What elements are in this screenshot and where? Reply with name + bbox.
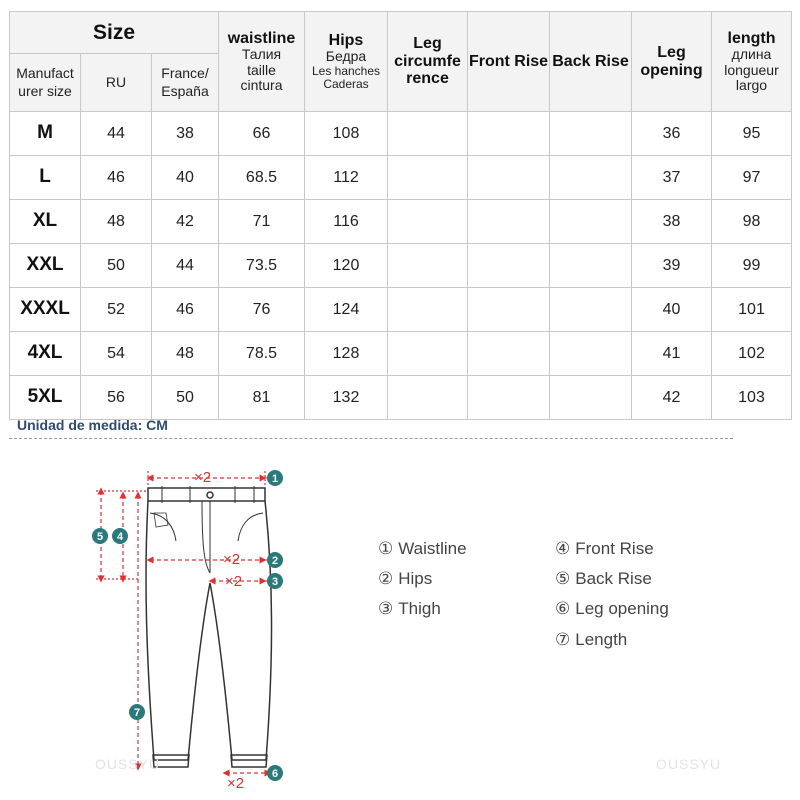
legend-label: Length <box>575 630 628 649</box>
size-label: XXL <box>10 244 81 288</box>
length-sub-fr: longueur <box>724 61 779 78</box>
legend-number: ① <box>378 539 394 558</box>
hips-sub-es: Caderas <box>323 76 369 91</box>
front-rise-value <box>468 332 550 376</box>
waist-value: 71 <box>219 200 305 244</box>
length-value: 102 <box>712 332 792 376</box>
table-row <box>10 332 792 376</box>
leg-circumference-value <box>388 200 468 244</box>
back-rise-value <box>550 244 632 288</box>
waist-value: 76 <box>219 288 305 332</box>
leg-opening-value: 39 <box>632 244 712 288</box>
front-rise-value <box>468 112 550 156</box>
hips-sub-ru: Бедра <box>325 48 367 65</box>
marker-front-rise <box>112 528 128 544</box>
waist-value: 73.5 <box>219 244 305 288</box>
measure-markers <box>92 470 283 781</box>
front-rise-value <box>468 376 550 420</box>
table-row <box>10 112 792 156</box>
hips-value: 116 <box>305 200 388 244</box>
fr-es-size: 48 <box>152 332 219 376</box>
legend-number: ⑦ <box>555 630 571 649</box>
thigh-multiplier-label: ×2 <box>225 573 243 590</box>
svg-text:2: 2 <box>271 555 279 567</box>
table-row <box>10 376 792 420</box>
waistline-sub-es: cintura <box>240 76 283 93</box>
hips-title: Hips <box>328 31 364 49</box>
leg-circumference-value <box>388 376 468 420</box>
multiplier-labels <box>194 469 244 792</box>
back-rise-header: Back Rise <box>550 12 632 112</box>
front-rise-value <box>468 156 550 200</box>
legend-number: ⑥ <box>555 599 571 618</box>
hips-value: 112 <box>305 156 388 200</box>
length-title: length <box>727 29 776 47</box>
leg-opening-value: 41 <box>632 332 712 376</box>
watermark-right: OUSSYU <box>656 756 722 772</box>
leg-opening-value: 42 <box>632 376 712 420</box>
length-value: 99 <box>712 244 792 288</box>
waistline-header <box>219 12 305 112</box>
back-rise-value <box>550 112 632 156</box>
front-rise-value <box>468 288 550 332</box>
fr-es-size: 38 <box>152 112 219 156</box>
ru-size: 44 <box>81 112 152 156</box>
marker-hips <box>267 552 283 568</box>
ru-header: RU <box>81 54 152 112</box>
hips-value: 128 <box>305 332 388 376</box>
size-label: XXXL <box>10 288 81 332</box>
waist-value: 78.5 <box>219 332 305 376</box>
legend-item <box>378 569 432 589</box>
legend-label: Leg opening <box>575 599 669 618</box>
length-sub-es: largo <box>735 76 768 93</box>
legend-item <box>555 569 652 589</box>
france-espana-header: France/ España <box>152 54 219 112</box>
length-value: 101 <box>712 288 792 332</box>
legend-item <box>378 599 441 619</box>
back-rise-value <box>550 376 632 420</box>
back-rise-value <box>550 200 632 244</box>
manufacturer-size-header: Manufact urer size <box>10 54 81 112</box>
waist-value: 68.5 <box>219 156 305 200</box>
hips-value: 132 <box>305 376 388 420</box>
svg-text:7: 7 <box>133 707 141 719</box>
hips-header <box>305 12 388 112</box>
fr-es-size: 44 <box>152 244 219 288</box>
legend-number: ② <box>378 569 394 588</box>
table-row <box>10 156 792 200</box>
waist-value: 81 <box>219 376 305 420</box>
svg-text:1: 1 <box>271 473 279 485</box>
legend-label: Back Rise <box>575 569 652 588</box>
legend-item <box>378 539 467 559</box>
ru-size: 56 <box>81 376 152 420</box>
leg-circumference-value <box>388 288 468 332</box>
table-row <box>10 244 792 288</box>
front-rise-value <box>468 200 550 244</box>
leg-opening-value: 38 <box>632 200 712 244</box>
leg-opening-multiplier-label: ×2 <box>227 775 245 792</box>
size-label: XL <box>10 200 81 244</box>
size-label: 5XL <box>10 376 81 420</box>
fr-es-size: 46 <box>152 288 219 332</box>
leg-opening-value: 37 <box>632 156 712 200</box>
legend-number: ③ <box>378 599 394 618</box>
legend-item <box>555 539 654 559</box>
back-rise-value <box>550 288 632 332</box>
waist-value: 66 <box>219 112 305 156</box>
length-header <box>712 12 792 112</box>
legend-label: Hips <box>398 569 433 588</box>
legend-label: Thigh <box>398 599 441 618</box>
leg-circumference-value <box>388 156 468 200</box>
marker-leg-opening <box>267 765 283 781</box>
size-header: Size <box>10 12 219 54</box>
hips-value: 108 <box>305 112 388 156</box>
leg-circumference-value <box>388 332 468 376</box>
pants-measurement-diagram <box>80 455 310 795</box>
marker-waistline <box>267 470 283 486</box>
legend-item <box>555 599 669 619</box>
leg-circumference-value <box>388 244 468 288</box>
legend-item <box>555 630 627 650</box>
fr-es-size: 40 <box>152 156 219 200</box>
legend-number: ④ <box>555 539 571 558</box>
marker-length <box>129 704 145 720</box>
back-rise-value <box>550 156 632 200</box>
size-table-body <box>10 112 792 420</box>
svg-text:3: 3 <box>271 576 279 588</box>
length-value: 95 <box>712 112 792 156</box>
legend-label: Front Rise <box>575 539 654 558</box>
leg-opening-value: 40 <box>632 288 712 332</box>
size-label: M <box>10 112 81 156</box>
measure-lines <box>96 471 274 773</box>
table-row <box>10 288 792 332</box>
watermark-left: OUSSYU <box>95 756 161 772</box>
front-rise-value <box>468 244 550 288</box>
fr-es-size: 42 <box>152 200 219 244</box>
fr-es-size: 50 <box>152 376 219 420</box>
ru-size: 50 <box>81 244 152 288</box>
pants-outline <box>146 486 272 767</box>
length-value: 98 <box>712 200 792 244</box>
ru-size: 46 <box>81 156 152 200</box>
legend-label: Waistline <box>398 539 467 558</box>
leg-circumference-value <box>388 112 468 156</box>
waistline-sub-fr: taille <box>247 61 276 78</box>
hips-value: 120 <box>305 244 388 288</box>
size-chart-table <box>9 11 792 420</box>
size-label: L <box>10 156 81 200</box>
waistline-sub-ru: Талия <box>241 46 282 63</box>
hips-sub-fr: Les hanches <box>311 63 381 78</box>
size-label: 4XL <box>10 332 81 376</box>
table-row <box>10 200 792 244</box>
front-rise-header: Front Rise <box>468 12 550 112</box>
leg-circumference-header: Leg circumfe rence <box>388 12 468 112</box>
ru-size: 52 <box>81 288 152 332</box>
svg-text:5: 5 <box>96 531 104 543</box>
ru-size: 48 <box>81 200 152 244</box>
length-value: 103 <box>712 376 792 420</box>
svg-text:4: 4 <box>116 531 124 543</box>
back-rise-value <box>550 332 632 376</box>
waist-multiplier-label: ×2 <box>194 469 212 486</box>
divider <box>9 438 733 439</box>
waistline-title: waistline <box>227 29 296 47</box>
leg-opening-value: 36 <box>632 112 712 156</box>
hips-multiplier-label: ×2 <box>223 551 241 568</box>
hips-value: 124 <box>305 288 388 332</box>
marker-back-rise <box>92 528 108 544</box>
legend-number: ⑤ <box>555 569 571 588</box>
marker-thigh <box>267 573 283 589</box>
length-sub-ru: длина <box>731 46 772 63</box>
unit-note: Unidad de medida: CM <box>17 417 168 433</box>
svg-text:6: 6 <box>271 768 279 780</box>
length-value: 97 <box>712 156 792 200</box>
ru-size: 54 <box>81 332 152 376</box>
leg-opening-header: Leg opening <box>632 12 712 112</box>
